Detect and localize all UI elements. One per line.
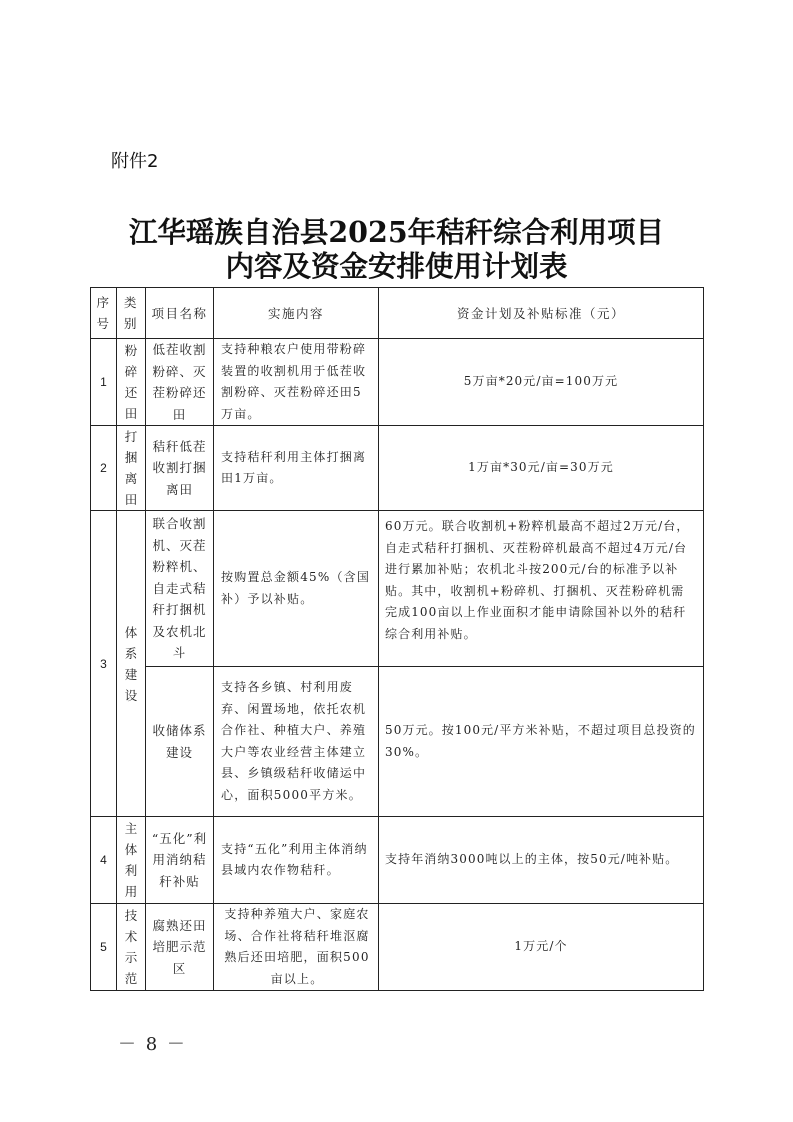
category-char: 体 — [124, 624, 138, 640]
category-char: 粉 — [124, 343, 138, 358]
table-row — [91, 426, 704, 511]
row-funding: 50万元。按100元/平方米补贴，不超过项目总投资的30%。 — [379, 667, 704, 817]
category-char: 示 — [124, 950, 138, 965]
document-title-line-2: 内容及资金安排使用计划表 — [225, 249, 568, 283]
row-seq: 5 — [91, 904, 117, 991]
row-content: 支持种养殖大户、家庭农场、合作社将秸秆堆沤腐熟后还田培肥，面积500亩以上。 — [214, 904, 379, 991]
category-char: 利 — [124, 863, 138, 878]
category-char: 捆 — [124, 450, 138, 465]
header-category-line-2: 别 — [123, 316, 138, 331]
row-funding: 1万亩*30元/亩=30万元 — [379, 426, 704, 511]
table-row — [91, 511, 704, 667]
row-content: 支持各乡镇、村利用废弃、闲置场地，依托农机合作社、种植大户、养殖大户等农业经营主体建立县、乡镇级秸秆收储运中心，面积5000平方米。 — [214, 667, 379, 817]
category-char: 离 — [124, 471, 138, 486]
row-content: 按购置总金额45%（含国补）予以补贴。 — [214, 511, 379, 667]
row-category — [117, 426, 146, 511]
row-seq: 1 — [91, 339, 117, 426]
category-char: 建 — [124, 666, 138, 682]
header-funding: 资金计划及补贴标准（元） — [379, 288, 704, 339]
funding-plan-table — [90, 287, 704, 991]
row-funding: 1万元/个 — [379, 904, 704, 991]
category-char: 主 — [124, 821, 138, 836]
row-category — [117, 339, 146, 426]
table-header-row — [91, 288, 704, 339]
category-char: 术 — [124, 929, 138, 944]
attachment-label: 附件2 — [111, 151, 159, 172]
header-category-line-1: 类 — [123, 295, 138, 310]
row-funding: 支持年消纳3000吨以上的主体，按50元/吨补贴。 — [379, 817, 704, 904]
header-seq — [91, 288, 117, 339]
table-row — [91, 817, 704, 904]
header-seq-line-2: 号 — [96, 316, 111, 331]
row-category — [117, 904, 146, 991]
row-project-name: 腐熟还田培肥示范区 — [146, 904, 214, 991]
table-row — [91, 904, 704, 991]
row-seq: 2 — [91, 426, 117, 511]
category-char: 碎 — [124, 364, 138, 379]
header-seq-line-1: 序 — [96, 295, 111, 310]
document-title-line-1: 江华瑶族自治县2025年秸秆综合利用项目 — [128, 215, 665, 249]
category-char: 用 — [124, 884, 138, 899]
row-project-name: 联合收割机、灭茬粉粹机、自走式秸秆打捆机及农机北斗 — [146, 511, 214, 667]
row-category — [117, 817, 146, 904]
header-content: 实施内容 — [214, 288, 379, 339]
table-row — [91, 339, 704, 426]
row-project-name: 收储体系建设 — [146, 667, 214, 817]
row-category — [117, 511, 146, 817]
row-seq: 4 — [91, 817, 117, 904]
category-char: 田 — [124, 406, 138, 421]
category-char: 打 — [124, 429, 138, 444]
category-char: 田 — [124, 492, 138, 507]
table-row — [91, 667, 704, 817]
category-char: 体 — [124, 842, 138, 857]
category-char: 设 — [124, 687, 138, 703]
row-content: 支持“五化”利用主体消纳县域内农作物秸秆。 — [214, 817, 379, 904]
category-char: 还 — [124, 385, 138, 400]
row-funding: 60万元。联合收割机+粉粹机最高不超过2万元/台，自走式秸秆打捆机、灭茬粉碎机最高不超过4万元/台进行累加补贴；农机北斗按200元/台的标准予以补贴。其中，收割机+粉碎机、打捆机、灭茬粉碎机需完成100亩以上作业面积才能申请除国补以外的秸秆综合利用补贴。 — [379, 511, 704, 667]
category-char: 范 — [124, 971, 138, 986]
header-project-name: 项目名称 — [146, 288, 214, 339]
row-funding: 5万亩*20元/亩=100万元 — [379, 339, 704, 426]
page-number: － 8 － — [118, 1034, 187, 1055]
category-char: 技 — [124, 908, 138, 923]
row-project-name: “五化”利用消纳秸秆补贴 — [146, 817, 214, 904]
category-char: 系 — [124, 645, 138, 661]
row-project-name: 低茬收割粉碎、灭茬粉碎还田 — [146, 339, 214, 426]
header-category — [117, 288, 146, 339]
row-content: 支持种粮农户使用带粉碎装置的收割机用于低茬收割粉碎、灭茬粉碎还田5万亩。 — [214, 339, 379, 426]
row-seq: 3 — [91, 511, 117, 817]
row-content: 支持秸秆利用主体打捆离田1万亩。 — [214, 426, 379, 511]
row-project-name: 秸秆低茬收割打捆离田 — [146, 426, 214, 511]
